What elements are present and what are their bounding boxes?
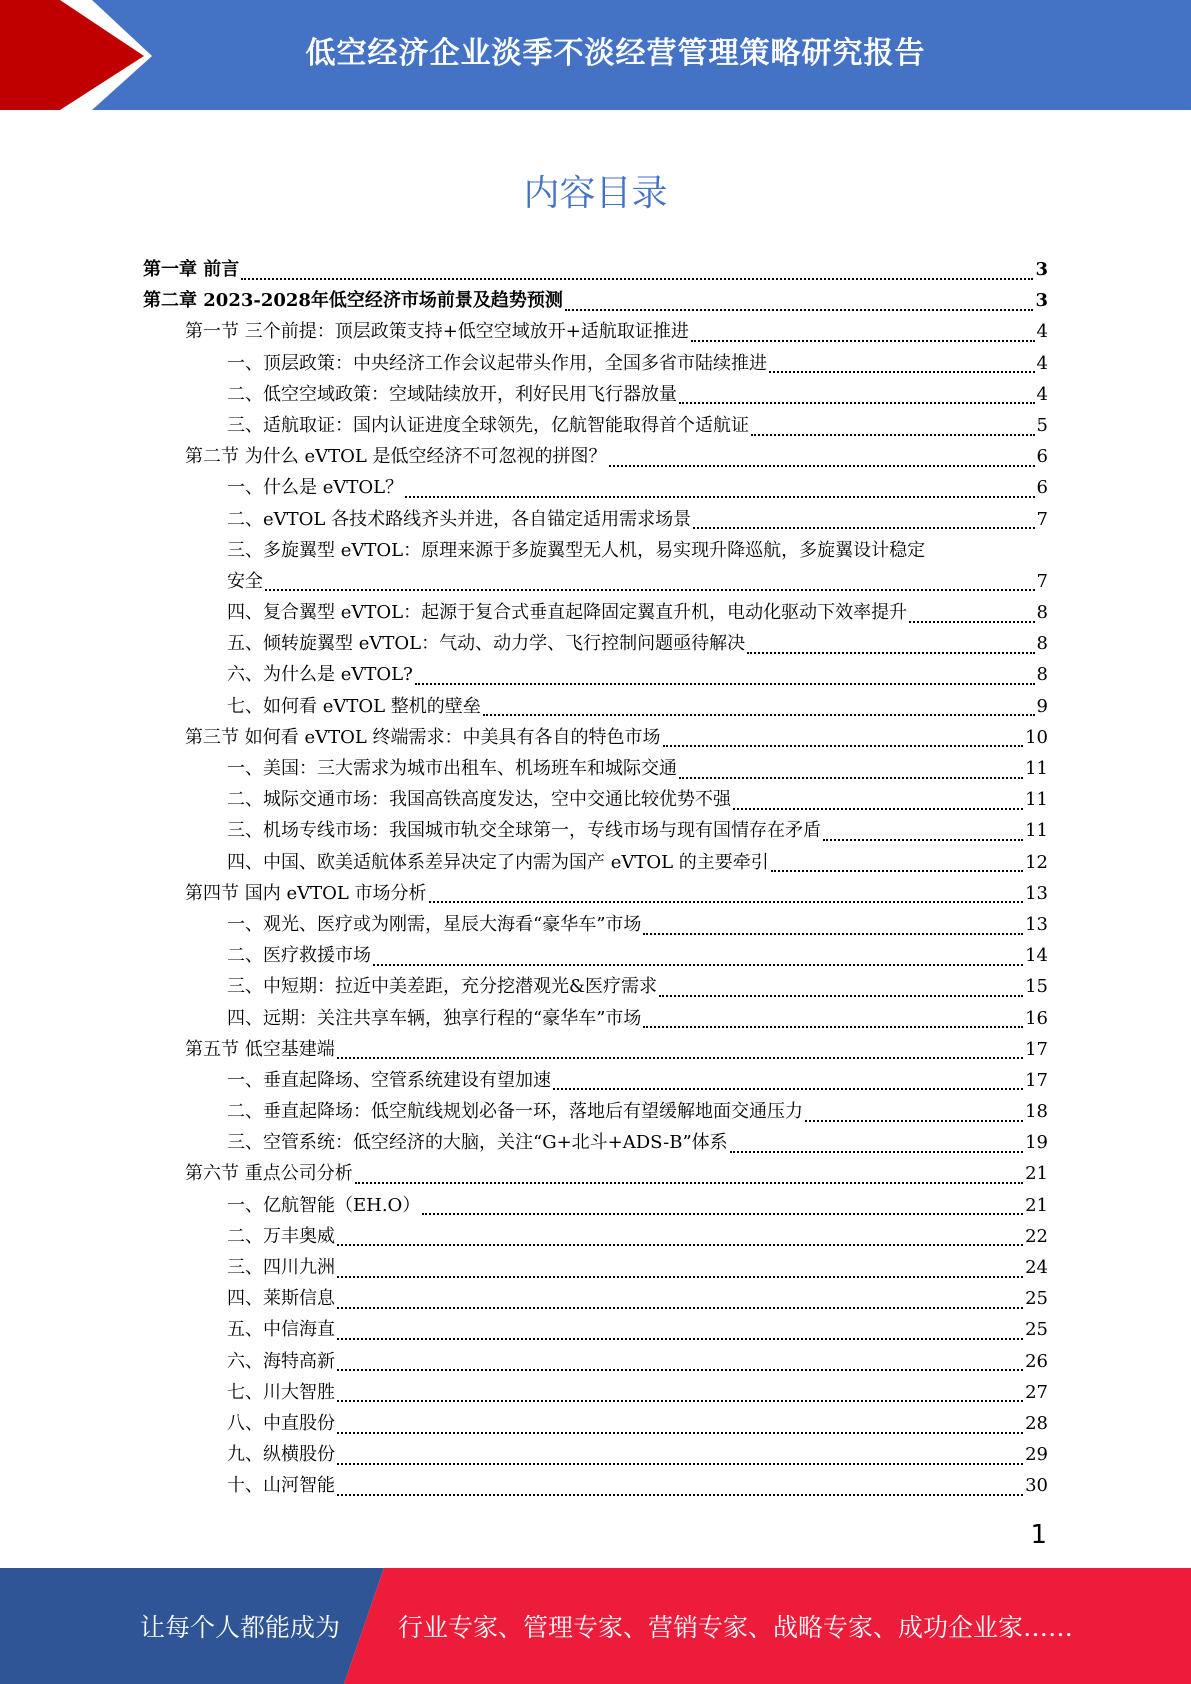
toc-entry-title: 第一章 前言 <box>143 259 240 280</box>
toc-entry-title: 三、空管系统：低空经济的大脑，关注“G+北斗+ADS-B”体系 <box>227 1132 728 1154</box>
toc-entry-title: 五、倾转旋翼型 eVTOL：气动、动力学、飞行控制问题亟待解决 <box>227 633 746 655</box>
toc-entry-title: 一、垂直起降场、空管系统建设有望加速 <box>227 1069 551 1091</box>
toc-entry[interactable] <box>143 597 1048 628</box>
toc-entry[interactable] <box>143 410 1048 441</box>
toc-leader-dots <box>691 340 1035 342</box>
toc-page-number: 26 <box>1025 1350 1048 1372</box>
toc-leader-dots <box>679 402 1035 404</box>
toc-entry[interactable] <box>143 1470 1048 1501</box>
toc-entry[interactable] <box>143 441 1048 472</box>
toc-leader-dots <box>429 901 1024 903</box>
page-number: 1 <box>1030 1520 1047 1550</box>
toc-entry-title: 六、为什么是 eVTOL? <box>227 664 413 686</box>
toc-entry-title: 三、中短期：拉近中美差距，充分挖潜观光&医疗需求 <box>227 976 658 998</box>
toc-entry[interactable] <box>143 1346 1048 1377</box>
toc-page-number: 5 <box>1036 414 1048 436</box>
toc-entry-title: 七、川大智胜 <box>227 1381 335 1403</box>
toc-page-number: 8 <box>1036 664 1048 686</box>
toc-page-number: 28 <box>1025 1412 1048 1434</box>
toc-leader-dots <box>337 1369 1023 1371</box>
toc-leader-dots <box>733 808 1023 810</box>
toc-entry-title: 二、城际交通市场：我国高铁高度发达，空中交通比较优势不强 <box>227 789 731 811</box>
toc-entry-title: 九、纵横股份 <box>227 1444 335 1466</box>
toc-entry[interactable] <box>143 847 1048 878</box>
toc-entry-title: 三、四川九洲 <box>227 1257 335 1278</box>
toc-entry[interactable] <box>143 659 1048 690</box>
toc-entry[interactable] <box>143 1096 1048 1127</box>
toc-page-number: 7 <box>1036 570 1048 592</box>
toc-leader-dots <box>422 1213 1023 1215</box>
toc-page-number: 4 <box>1036 321 1048 343</box>
toc-page-number: 13 <box>1025 913 1048 935</box>
toc-leader-dots <box>337 1432 1023 1434</box>
footer-slogan-left: 让每个人都能成为 <box>140 1613 341 1642</box>
toc-entry-title: 第四节 国内 eVTOL 市场分析 <box>185 882 427 904</box>
toc-leader-dots <box>805 1120 1023 1122</box>
toc-entry[interactable] <box>143 1158 1048 1189</box>
toc-entry[interactable] <box>143 971 1048 1002</box>
toc-leader-dots <box>337 1463 1023 1465</box>
toc-entry[interactable] <box>143 1065 1048 1096</box>
toc-leader-dots <box>679 777 1023 779</box>
toc-leader-dots <box>405 496 1034 498</box>
toc-page-number: 3 <box>1035 259 1048 280</box>
toc-entry-title: 六、海特高新 <box>227 1350 335 1372</box>
toc-entry-title: 二、垂直起降场：低空航线规划必备一环，落地后有望缓解地面交通压力 <box>227 1101 803 1123</box>
toc-leader-dots <box>355 1182 1023 1184</box>
toc-entry-title: 十、山河智能 <box>227 1475 335 1497</box>
report-title: 低空经济企业淡季不淡经营管理策略研究报告 <box>305 36 926 71</box>
toc-leader-dots <box>337 1494 1023 1496</box>
toc-page-number: 15 <box>1025 976 1048 998</box>
toc-page-number: 30 <box>1025 1475 1048 1497</box>
toc-leader-dots <box>337 1307 1023 1309</box>
toc-page-number: 13 <box>1025 882 1048 904</box>
footer-banner <box>0 1568 1191 1684</box>
toc-entry-title: 一、什么是 eVTOL？ <box>227 477 404 499</box>
toc-page-number: 24 <box>1025 1257 1048 1278</box>
toc-leader-dots <box>553 1088 1023 1090</box>
toc-page-number: 18 <box>1025 1101 1048 1123</box>
toc-entry-title: 第二节 为什么 eVTOL 是低空经济不可忽视的拼图？ <box>185 446 607 468</box>
toc-leader-dots <box>663 745 1024 747</box>
toc-page-number: 14 <box>1025 945 1048 967</box>
toc-entry[interactable] <box>143 1283 1048 1314</box>
toc-entry[interactable] <box>143 909 1048 940</box>
toc-leader-dots <box>373 964 1023 966</box>
toc-leader-dots <box>751 434 1035 436</box>
toc-leader-dots <box>769 371 1035 373</box>
toc-entry-title: 三、适航取证：国内认证进度全球领先，亿航智能取得首个适航证 <box>227 414 749 436</box>
toc-entry[interactable] <box>143 1003 1048 1034</box>
toc-entry[interactable] <box>143 1408 1048 1439</box>
toc-leader-dots <box>659 995 1023 997</box>
toc-entry-title: 七、如何看 eVTOL 整机的壁垒 <box>227 695 481 717</box>
toc-entry[interactable] <box>143 784 1048 815</box>
toc-page-number: 22 <box>1025 1225 1048 1247</box>
toc-leader-dots <box>337 1244 1023 1246</box>
toc-entry[interactable] <box>143 815 1048 846</box>
toc-leader-dots <box>823 839 1023 841</box>
toc-leader-dots <box>693 527 1034 529</box>
toc-entry[interactable] <box>143 1034 1048 1065</box>
toc-page-number: 29 <box>1025 1444 1048 1466</box>
toc-entry-title-continued: 安全 <box>227 570 263 592</box>
toc-entry[interactable] <box>143 1252 1048 1283</box>
toc-entry[interactable] <box>143 379 1048 410</box>
toc-page-number: 12 <box>1025 851 1048 873</box>
toc-entry[interactable] <box>143 1314 1048 1345</box>
toc-page-number: 25 <box>1025 1319 1048 1341</box>
toc-page-number: 21 <box>1025 1194 1048 1216</box>
toc-entry[interactable] <box>143 285 1048 316</box>
toc-page-number: 17 <box>1025 1069 1048 1091</box>
toc-entry-title: 四、莱斯信息 <box>227 1288 335 1310</box>
toc-leader-dots <box>565 309 1034 311</box>
toc-leader-dots <box>265 589 1035 591</box>
toc-page-number: 25 <box>1025 1288 1048 1310</box>
header-banner <box>0 0 1191 110</box>
toc-leader-dots <box>415 683 1035 685</box>
toc-entry[interactable] <box>143 254 1048 285</box>
toc-leader-dots <box>747 652 1034 654</box>
toc-leader-dots <box>337 1057 1023 1059</box>
toc-entry-title: 第六节 重点公司分析 <box>185 1163 353 1185</box>
toc-page-number: 3 <box>1035 290 1048 312</box>
toc-entry[interactable] <box>143 472 1048 503</box>
toc-entry-title: 一、顶层政策：中央经济工作会议起带头作用，全国多省市陆续推进 <box>227 352 767 374</box>
toc-entry[interactable] <box>143 878 1048 909</box>
toc-entry-title: 三、多旋翼型 eVTOL：原理来源于多旋翼型无人机，易实现升降巡航，多旋翼设计稳定 <box>227 539 926 561</box>
toc-page-number: 7 <box>1036 508 1048 530</box>
toc-page-number: 17 <box>1025 1038 1048 1060</box>
toc-entry-title: 二、eVTOL 各技术路线齐头并进，各自锚定适用需求场景 <box>227 508 692 530</box>
toc-entry[interactable] <box>143 535 1048 597</box>
toc-entry-title: 四、复合翼型 eVTOL：起源于复合式垂直起降固定翼直升机，电动化驱动下效率提升 <box>227 602 908 624</box>
toc-page-number: 10 <box>1025 726 1048 748</box>
toc-page-number: 9 <box>1036 695 1048 717</box>
toc-entry[interactable] <box>143 691 1048 722</box>
toc-entry-title: 一、美国：三大需求为城市出租车、机场班车和城际交通 <box>227 758 677 779</box>
toc-leader-dots <box>730 1151 1023 1153</box>
toc-entry[interactable] <box>143 1190 1048 1221</box>
toc-entry[interactable] <box>143 1377 1048 1408</box>
toc-entry-title: 八、中直股份 <box>227 1412 335 1434</box>
toc-entry[interactable] <box>143 722 1048 753</box>
table-of-contents <box>143 254 1048 1502</box>
toc-entry-title: 一、观光、医疗或为刚需，星辰大海看“豪华车”市场 <box>227 913 642 935</box>
toc-entry-title: 第五节 低空基建端 <box>185 1038 335 1060</box>
toc-page-number: 4 <box>1036 352 1048 374</box>
toc-entry-title: 四、远期：关注共享车辆，独享行程的“豪华车”市场 <box>227 1007 642 1029</box>
footer-slogan-right: 行业专家、管理专家、营销专家、战略专家、成功企业家…… <box>398 1613 1074 1642</box>
toc-page-number: 21 <box>1025 1163 1048 1185</box>
toc-page-number: 6 <box>1036 446 1048 468</box>
toc-page-number: 11 <box>1025 758 1048 779</box>
toc-entry-title: 第一节 三个前提：顶层政策支持+低空空域放开+适航取证推进 <box>185 321 689 343</box>
toc-leader-dots <box>643 1026 1023 1028</box>
toc-entry[interactable] <box>143 1439 1048 1470</box>
toc-leader-dots <box>337 1276 1023 1278</box>
toc-heading: 内容目录 <box>523 173 668 214</box>
toc-page-number: 6 <box>1036 477 1048 499</box>
toc-entry[interactable] <box>143 1127 1048 1158</box>
toc-entry[interactable] <box>143 753 1048 784</box>
toc-leader-dots <box>909 621 1034 623</box>
toc-entry[interactable] <box>143 940 1048 971</box>
toc-leader-dots <box>771 870 1023 872</box>
toc-leader-dots <box>337 1338 1023 1340</box>
toc-leader-dots <box>337 1400 1023 1402</box>
toc-page-number: 19 <box>1025 1132 1048 1154</box>
toc-leader-dots <box>241 278 1033 280</box>
toc-leader-dots <box>609 465 1035 467</box>
toc-entry-title: 二、万丰奥威 <box>227 1225 335 1247</box>
toc-page-number: 27 <box>1025 1381 1048 1403</box>
toc-entry-title: 二、低空空域政策：空域陆续放开，利好民用飞行器放量 <box>227 383 677 405</box>
toc-entry-title: 三、机场专线市场：我国城市轨交全球第一，专线市场与现有国情存在矛盾 <box>227 820 821 842</box>
toc-page-number: 8 <box>1036 602 1048 624</box>
toc-entry-title: 二、医疗救援市场 <box>227 945 371 967</box>
toc-entry[interactable] <box>143 1221 1048 1252</box>
toc-entry-title: 第二章 2023-2028年低空经济市场前景及趋势预测 <box>143 290 563 312</box>
toc-entry-title: 五、中信海直 <box>227 1319 335 1341</box>
toc-entry[interactable] <box>143 348 1048 379</box>
toc-entry-title: 一、亿航智能（EH.O） <box>227 1194 421 1216</box>
toc-page-number: 8 <box>1036 633 1048 655</box>
toc-page-number: 16 <box>1025 1007 1048 1029</box>
toc-page-number: 11 <box>1025 820 1048 842</box>
toc-entry[interactable] <box>143 628 1048 659</box>
toc-entry[interactable] <box>143 316 1048 347</box>
toc-leader-dots <box>483 714 1035 716</box>
toc-leader-dots <box>643 933 1023 935</box>
toc-entry-title: 第三节 如何看 eVTOL 终端需求：中美具有各自的特色市场 <box>185 726 661 748</box>
toc-entry-title: 四、中国、欧美适航体系差异决定了内需为国产 eVTOL 的主要牵引 <box>227 851 769 873</box>
toc-page-number: 11 <box>1025 789 1048 811</box>
toc-entry[interactable] <box>143 504 1048 535</box>
toc-page-number: 4 <box>1036 383 1048 405</box>
